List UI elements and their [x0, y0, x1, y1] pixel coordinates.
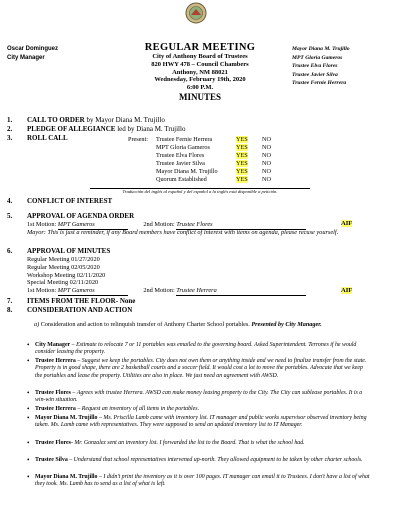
- meeting-org: City of Anthony Board of Trustees: [152, 53, 248, 60]
- yes-mark: YES: [236, 160, 248, 167]
- board-member: Trustee Elva Flores: [292, 63, 338, 69]
- list-item: • Trustee Flores – Agrees with trustee Herrera. AWSD can make money leasing property to the City. The City can sublease portables. It is a win-win situation.: [27, 389, 363, 404]
- section-heading: ROLL CALL: [27, 134, 68, 142]
- speaker: Trustee Herrera: [35, 406, 76, 412]
- minutes-list: [27, 256, 306, 296]
- presenter: Presented by City Manager.: [251, 321, 322, 328]
- section-heading: APPROVAL OF AGENDA ORDER: [27, 212, 135, 220]
- city-manager-block: [7, 45, 58, 62]
- yes-mark: YES: [236, 144, 248, 151]
- list-item: Special Meeting 02/11/2020: [27, 279, 99, 287]
- motion-first: MPT Gameros: [58, 287, 128, 296]
- consideration-item: a) Consideration and action to relinquish transfer of Anthony Charter School portables. Presented by City Manager.: [34, 321, 322, 328]
- list-item: • Trustee Flores- Mr. Gonzalez sent an inventory list. I forwarded the list to the Board. That is what the school had.: [27, 439, 305, 447]
- motion-second: Trustee Herrera: [176, 287, 306, 296]
- roll-call-row: Mayor Diana M. Trujillo YES NO: [156, 168, 271, 175]
- meeting-date: Wednesday, February 19th, 2020: [154, 76, 246, 84]
- section-conflict: 4. CONFLICT OF INTEREST: [7, 197, 113, 205]
- speaker: Trustee Silva: [35, 457, 68, 463]
- section-minutes: 6. APPROVAL OF MINUTES: [7, 247, 111, 255]
- section-heading: CALL TO ORDER: [27, 116, 85, 124]
- meeting-address: 820 HWY 478 – Council Chambers: [151, 60, 249, 68]
- minutes-heading: MINUTES: [178, 91, 221, 102]
- list-item: • Mayor Diana M. Trujillo – Ms. Priscilla Lamb came with inventory list. IT manager and public works supervisor observed inventory being taken. Ms. Lamb came with representatives. They were supposed to send an updated inventory list to IT Manager.: [27, 414, 367, 429]
- list-item: • Trustee Herrera – Suggest we keep the portables. City does not own them or anything inside and we need to finalize transfer from the state. Property is in good shape, there are 2 basketball courts and a soccer field. It would cost a lot to move the portables. Advocate that we keep the portables and lease the property. Utilities are also in place. We just need an agreement with AWSD.: [27, 357, 367, 379]
- section-heading: CONFLICT OF INTEREST: [27, 197, 113, 205]
- roll-call-row: MPT Gloria Gameros YES NO: [156, 144, 271, 151]
- minutes-motions: 1st Motion: MPT Gameros 2nd Motion: Trustee Herrera: [27, 287, 306, 296]
- list-item: Regular Meeting 01/27/2020: [27, 256, 100, 263]
- board-member: Mayor Diana M. Trujillo: [292, 46, 350, 52]
- board-members-block: [292, 45, 350, 88]
- section-heading: CONSIDERATION AND ACTION: [27, 306, 133, 314]
- section-roll-call: 3. ROLL CALL: [7, 134, 68, 142]
- roll-call-present-label: Present:: [128, 136, 148, 143]
- roll-call-row: Trustee Elva Flores YES NO: [156, 152, 271, 159]
- yes-mark: YES: [236, 136, 248, 143]
- meeting-header: [100, 42, 300, 103]
- speaker: Trustee Herrera: [35, 358, 76, 364]
- section-items-floor: 7. ITEMS FROM THE FLOOR- None: [7, 297, 136, 305]
- city-seal-icon: [185, 2, 207, 24]
- meeting-city: Anthony, NM 88021: [172, 68, 228, 76]
- section-agenda-order: 5. APPROVAL OF AGENDA ORDER: [7, 212, 135, 220]
- list-item: • Mayor Diana M. Trujillo – I didn't print the inventory as it is over 100 pages. IT manager can email it to Trustees. I don't have a list of what they took. Ms. Lamb has to send us a list of what is left.: [27, 473, 370, 488]
- section-consideration: 8. CONSIDERATION AND ACTION: [7, 306, 133, 314]
- speaker: Mayor Diana M. Trujillo: [35, 415, 98, 421]
- aif-mark: AIF: [341, 220, 353, 227]
- motion-first: MPT Gameros: [58, 221, 128, 230]
- translation-note: Traducción del inglés al español y del español a la inglés está disponible a petición.: [90, 188, 310, 195]
- roll-call-row: Trustee Javier Silva YES NO: [156, 160, 271, 167]
- aif-mark: AIF: [341, 287, 353, 294]
- board-member: MPT Gloria Gameros: [292, 54, 343, 61]
- board-member: Trustee Javier Silva: [292, 71, 338, 78]
- section-call-to-order: 1. CALL TO ORDER by Mayor Diana M. Trujillo: [7, 116, 165, 124]
- list-item: • City Manager – Estimate to relocate 7 or 11 portables was emailed to the governing board. Asked Superintendent. Terrones if he would consider leasing the property.: [27, 341, 357, 356]
- meeting-time: 6:00 P.M.: [186, 84, 214, 92]
- list-item: • Trustee Herrera – Request an inventory of all items in the portables.: [27, 405, 200, 413]
- agenda-note: Mayor: This is just a reminder, if any Board members have conflict of interest with items on agenda, please recuse yourself.: [27, 229, 339, 236]
- speaker: Mayor Diana M. Trujillo: [35, 474, 98, 480]
- city-manager-name: Oscar Dominguez: [7, 46, 59, 52]
- yes-mark: YES: [236, 168, 248, 175]
- yes-mark: YES: [236, 176, 248, 183]
- meeting-title: REGULAR MEETING: [144, 42, 256, 53]
- board-member: Trustee Fernie Herrera: [292, 80, 347, 86]
- city-manager-title: City Manager: [7, 54, 45, 61]
- motion-second: Trustee Flores: [176, 221, 306, 230]
- speaker: City Manager: [35, 342, 71, 348]
- list-item: Regular Meeting 02/05/2020: [27, 263, 100, 271]
- roll-call-table: [128, 136, 271, 184]
- agenda-motions: 1st Motion: MPT Gameros 2nd Motion: Trustee Flores: [27, 221, 306, 230]
- roll-call-row: Present: Trustee Fernie Herrera YES NO: [128, 136, 271, 143]
- section-heading: ITEMS FROM THE FLOOR- None: [27, 297, 136, 305]
- section-heading: APPROVAL OF MINUTES: [27, 247, 111, 255]
- list-item: • Trustee Silva – Understand that school representatives intervened up-north. They allowed equipment to be taken by other charter schools.: [27, 456, 363, 464]
- section-pledge: 2. PLEDGE OF ALLEGIANCE led by Diana M. Trujillo: [7, 125, 186, 133]
- speaker: Trustee Flores: [35, 440, 71, 446]
- speaker: Trustee Flores: [35, 390, 71, 396]
- roll-call-row: Quorum Established YES NO: [156, 176, 271, 183]
- yes-mark: YES: [236, 152, 248, 159]
- section-heading: PLEDGE OF ALLEGIANCE: [27, 125, 116, 133]
- list-item: Workshop Meeting 02/11/2020: [27, 271, 106, 279]
